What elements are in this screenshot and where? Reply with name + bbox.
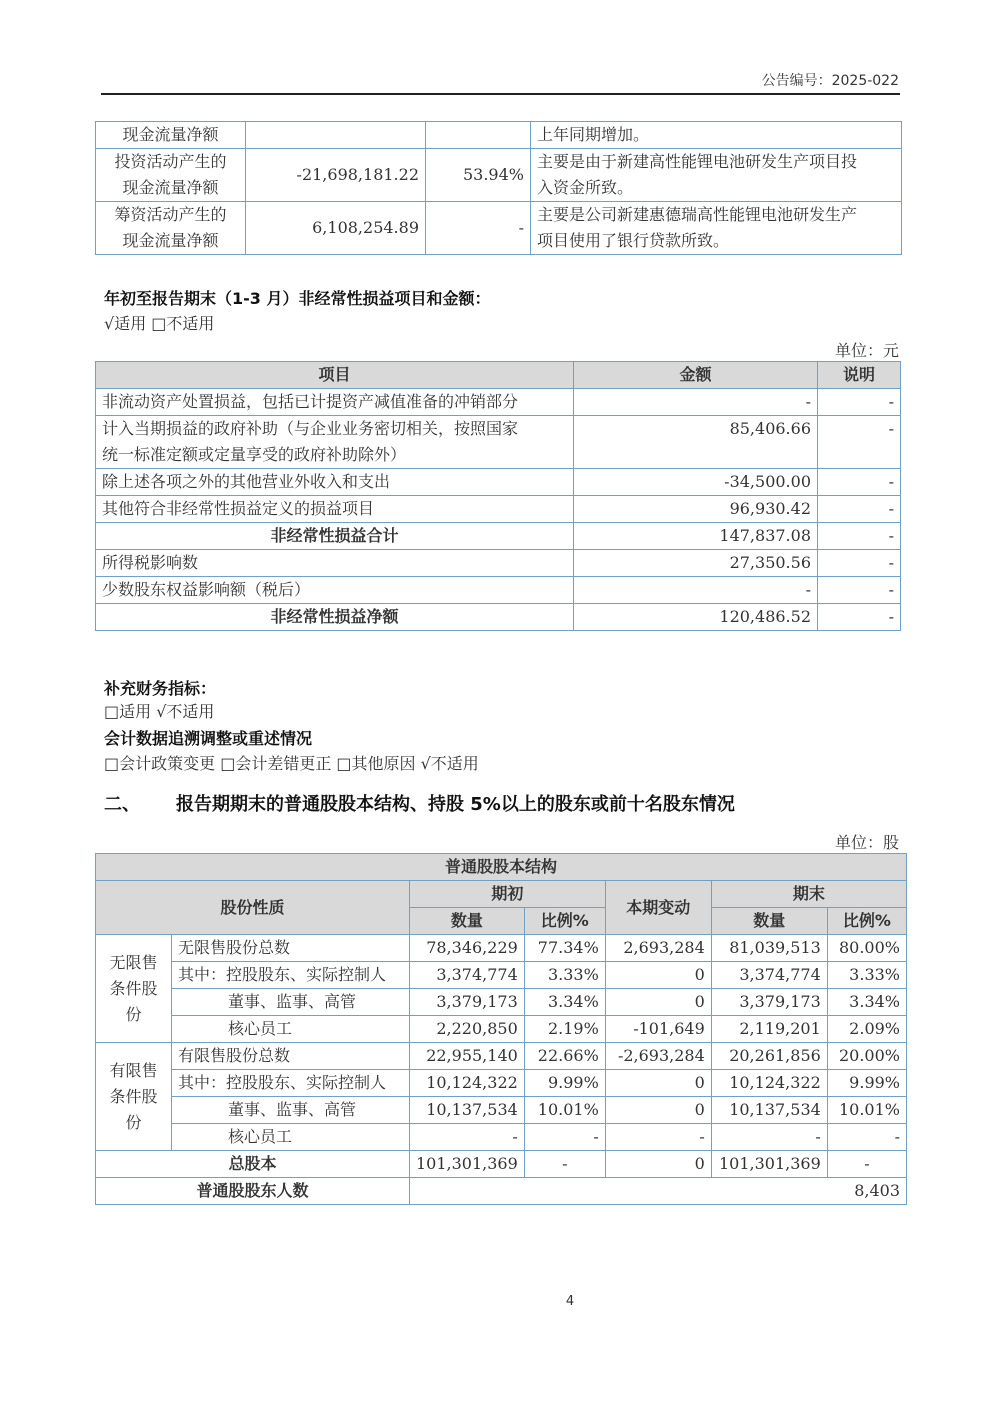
begin-qty: 10,137,534	[410, 1097, 525, 1124]
cashflow-item	[96, 149, 246, 202]
end-qty: 2,119,201	[711, 1016, 827, 1043]
section-2-heading	[104, 790, 735, 816]
nonrecurring-note: -	[818, 577, 901, 604]
end-ratio: 3.34%	[827, 989, 906, 1016]
begin-qty: -	[410, 1124, 525, 1151]
header-begin-ratio: 比例%	[524, 908, 605, 935]
cashflow-item	[96, 202, 246, 255]
end-ratio: 80.00%	[827, 935, 906, 962]
table-row	[96, 1124, 907, 1151]
nonrecurring-amount: 147,837.08	[574, 523, 818, 550]
begin-ratio: 22.66%	[524, 1043, 605, 1070]
begin-ratio: 2.19%	[524, 1016, 605, 1043]
end-ratio: 2.09%	[827, 1016, 906, 1043]
end-ratio: -	[827, 1124, 906, 1151]
table-row	[96, 935, 907, 962]
cashflow-change: -	[426, 202, 531, 255]
begin-ratio: 3.34%	[524, 989, 605, 1016]
nonrecurring-unit: 单位：元	[834, 341, 899, 360]
holders-label: 普通股股东人数	[96, 1178, 410, 1205]
nonrecurring-amount: 96,930.42	[574, 496, 818, 523]
cell-line: 主要是由于新建高性能锂电池研发生产项目投	[537, 152, 858, 171]
cell-line: 所得税影响数	[102, 553, 199, 572]
announcement-number: 公告编号：2025-022	[761, 73, 899, 89]
header-amount: 金额	[574, 362, 818, 389]
section-title: 报告期期末的普通股股本结构、持股 5%以上的股东或前十名股东情况	[176, 794, 735, 815]
nonrecurring-amount: -	[574, 389, 818, 416]
table-row	[96, 149, 902, 202]
page-number: 4	[565, 1294, 575, 1309]
nonrecurring-table	[95, 361, 901, 631]
cashflow-change: 53.94%	[426, 149, 531, 202]
cell-line: 有限售	[109, 1060, 158, 1080]
share-group-label	[96, 1043, 172, 1151]
period-change: -101,649	[605, 1016, 711, 1043]
table-row	[96, 122, 902, 149]
period-change: 0	[605, 962, 711, 989]
nonrecurring-item	[96, 416, 574, 469]
cell-line: 上年同期增加。	[537, 125, 650, 144]
share-structure-table	[95, 853, 907, 1205]
share-category: 有限售股份总数	[172, 1043, 410, 1070]
nonrecurring-item	[96, 496, 574, 523]
header-begin-qty: 数量	[410, 908, 525, 935]
share-unit: 单位：股	[834, 833, 899, 852]
share-caption: 普通股股本结构	[96, 854, 907, 881]
nonrecurring-note: -	[818, 604, 901, 631]
end-qty: 20,261,856	[711, 1043, 827, 1070]
table-row	[96, 550, 901, 577]
cashflow-reason	[531, 149, 902, 202]
nonrecurring-item	[96, 523, 574, 550]
cell-line: 主要是公司新建惠德瑞高性能锂电池研发生产	[537, 205, 858, 224]
begin-qty: 3,379,173	[410, 989, 525, 1016]
begin-ratio: 9.99%	[524, 1070, 605, 1097]
end-ratio: 20.00%	[827, 1043, 906, 1070]
share-category: 董事、监事、高管	[172, 989, 410, 1016]
table-row	[96, 1097, 907, 1124]
end-qty: 3,374,774	[711, 962, 827, 989]
table-row	[96, 523, 901, 550]
share-category: 核心员工	[172, 1016, 410, 1043]
share-category: 无限售股份总数	[172, 935, 410, 962]
end-qty: -	[711, 1124, 827, 1151]
cell-line: 少数股东权益影响额（税后）	[102, 580, 311, 599]
cell-line: 份	[125, 1112, 142, 1132]
cell-line: 条件股	[109, 1086, 158, 1106]
header-end-qty: 数量	[711, 908, 827, 935]
table-row	[96, 469, 901, 496]
cell-line: 现金流量净额	[122, 178, 219, 197]
cell-line: 入资金所致。	[537, 178, 634, 197]
begin-qty: 3,374,774	[410, 962, 525, 989]
table-row	[96, 989, 907, 1016]
share-group-label	[96, 935, 172, 1043]
header-change: 本期变动	[605, 881, 711, 935]
restatement-options: □会计政策变更 □会计差错更正 □其他原因 √不适用	[104, 754, 479, 773]
cell-line: 现金流量净额	[122, 231, 219, 250]
period-change: -	[605, 1124, 711, 1151]
cell-line: 现金流量净额	[122, 125, 219, 144]
nonrecurring-note: -	[818, 523, 901, 550]
nonrecurring-note: -	[818, 496, 901, 523]
cashflow-reason	[531, 122, 902, 149]
nonrecurring-note: -	[818, 389, 901, 416]
nonrecurring-item	[96, 577, 574, 604]
begin-qty: 10,124,322	[410, 1070, 525, 1097]
begin-ratio: 77.34%	[524, 935, 605, 962]
cell-line: 其他符合非经常性损益定义的损益项目	[102, 499, 375, 518]
total-change: 0	[605, 1151, 711, 1178]
total-begin-qty: 101,301,369	[410, 1151, 525, 1178]
period-change: 0	[605, 989, 711, 1016]
share-category: 其中：控股股东、实际控制人	[172, 1070, 410, 1097]
total-begin-ratio: -	[524, 1151, 605, 1178]
table-row	[96, 1043, 907, 1070]
cashflow-reason	[531, 202, 902, 255]
header-rule	[101, 93, 900, 95]
holders-row	[96, 1178, 907, 1205]
nonrecurring-item	[96, 469, 574, 496]
share-category: 其中：控股股东、实际控制人	[172, 962, 410, 989]
header-nature: 股份性质	[96, 881, 410, 935]
nonrecurring-amount: 120,486.52	[574, 604, 818, 631]
end-qty: 10,137,534	[711, 1097, 827, 1124]
table-row	[96, 416, 901, 469]
cashflow-amount	[246, 122, 426, 149]
cell-line: 条件股	[109, 978, 158, 998]
end-qty: 10,124,322	[711, 1070, 827, 1097]
header-item: 项目	[96, 362, 574, 389]
table-row	[96, 1070, 907, 1097]
supplementary-applicability: □适用 √不适用	[104, 702, 215, 721]
nonrecurring-amount: -34,500.00	[574, 469, 818, 496]
nonrecurring-note: -	[818, 416, 901, 469]
end-qty: 81,039,513	[711, 935, 827, 962]
begin-qty: 22,955,140	[410, 1043, 525, 1070]
cashflow-change	[426, 122, 531, 149]
begin-ratio: 3.33%	[524, 962, 605, 989]
total-label: 总股本	[96, 1151, 410, 1178]
end-qty: 3,379,173	[711, 989, 827, 1016]
header-begin: 期初	[410, 881, 606, 908]
cell-line: 非流动资产处置损益，包括已计提资产减值准备的冲销部分	[102, 392, 519, 411]
cell-line: 筹资活动产生的	[114, 205, 227, 224]
nonrecurring-note: -	[818, 550, 901, 577]
table-row	[96, 1016, 907, 1043]
cell-line: 无限售	[109, 952, 158, 972]
nonrecurring-note: -	[818, 469, 901, 496]
cell-line: 非经常性损益净额	[270, 607, 399, 626]
header-note: 说明	[818, 362, 901, 389]
share-category: 核心员工	[172, 1124, 410, 1151]
begin-ratio: 10.01%	[524, 1097, 605, 1124]
nonrecurring-applicability: √适用 □不适用	[104, 314, 215, 333]
total-end-qty: 101,301,369	[711, 1151, 827, 1178]
cell-line: 统一标准定额或定量享受的政府补助除外）	[102, 445, 407, 464]
begin-ratio: -	[524, 1124, 605, 1151]
end-ratio: 9.99%	[827, 1070, 906, 1097]
table-row	[96, 389, 901, 416]
cell-line: 投资活动产生的	[114, 152, 227, 171]
cell-line: 非经常性损益合计	[270, 526, 399, 545]
header-end: 期末	[711, 881, 906, 908]
restatement-title: 会计数据追溯调整或重述情况	[104, 729, 313, 748]
header-end-ratio: 比例%	[827, 908, 906, 935]
cashflow-amount: 6,108,254.89	[246, 202, 426, 255]
total-row	[96, 1151, 907, 1178]
cell-line: 份	[125, 1004, 142, 1024]
cell-line: 计入当期损益的政府补助（与企业业务密切相关，按照国家	[102, 419, 519, 438]
holders-count: 8,403	[410, 1178, 907, 1205]
nonrecurring-item	[96, 550, 574, 577]
nonrecurring-amount: 27,350.56	[574, 550, 818, 577]
cell-line: 除上述各项之外的其他营业外收入和支出	[102, 472, 391, 491]
cell-line: 项目使用了银行贷款所致。	[537, 231, 730, 250]
nonrecurring-title: 年初至报告期末（1-3 月）非经常性损益项目和金额：	[104, 289, 491, 308]
cashflow-table	[95, 121, 902, 255]
end-ratio: 3.33%	[827, 962, 906, 989]
cashflow-amount: -21,698,181.22	[246, 149, 426, 202]
period-change: 0	[605, 1070, 711, 1097]
begin-qty: 2,220,850	[410, 1016, 525, 1043]
supplementary-title: 补充财务指标：	[104, 679, 217, 698]
nonrecurring-item	[96, 389, 574, 416]
table-row	[96, 962, 907, 989]
nonrecurring-amount: -	[574, 577, 818, 604]
period-change: -2,693,284	[605, 1043, 711, 1070]
end-ratio: 10.01%	[827, 1097, 906, 1124]
nonrecurring-amount: 85,406.66	[574, 416, 818, 469]
table-row	[96, 496, 901, 523]
nonrecurring-item	[96, 604, 574, 631]
cashflow-item	[96, 122, 246, 149]
period-change: 0	[605, 1097, 711, 1124]
section-number: 二、	[104, 794, 140, 815]
table-row	[96, 202, 902, 255]
total-end-ratio: -	[827, 1151, 906, 1178]
period-change: 2,693,284	[605, 935, 711, 962]
begin-qty: 78,346,229	[410, 935, 525, 962]
table-row	[96, 604, 901, 631]
table-row	[96, 577, 901, 604]
share-category: 董事、监事、高管	[172, 1097, 410, 1124]
